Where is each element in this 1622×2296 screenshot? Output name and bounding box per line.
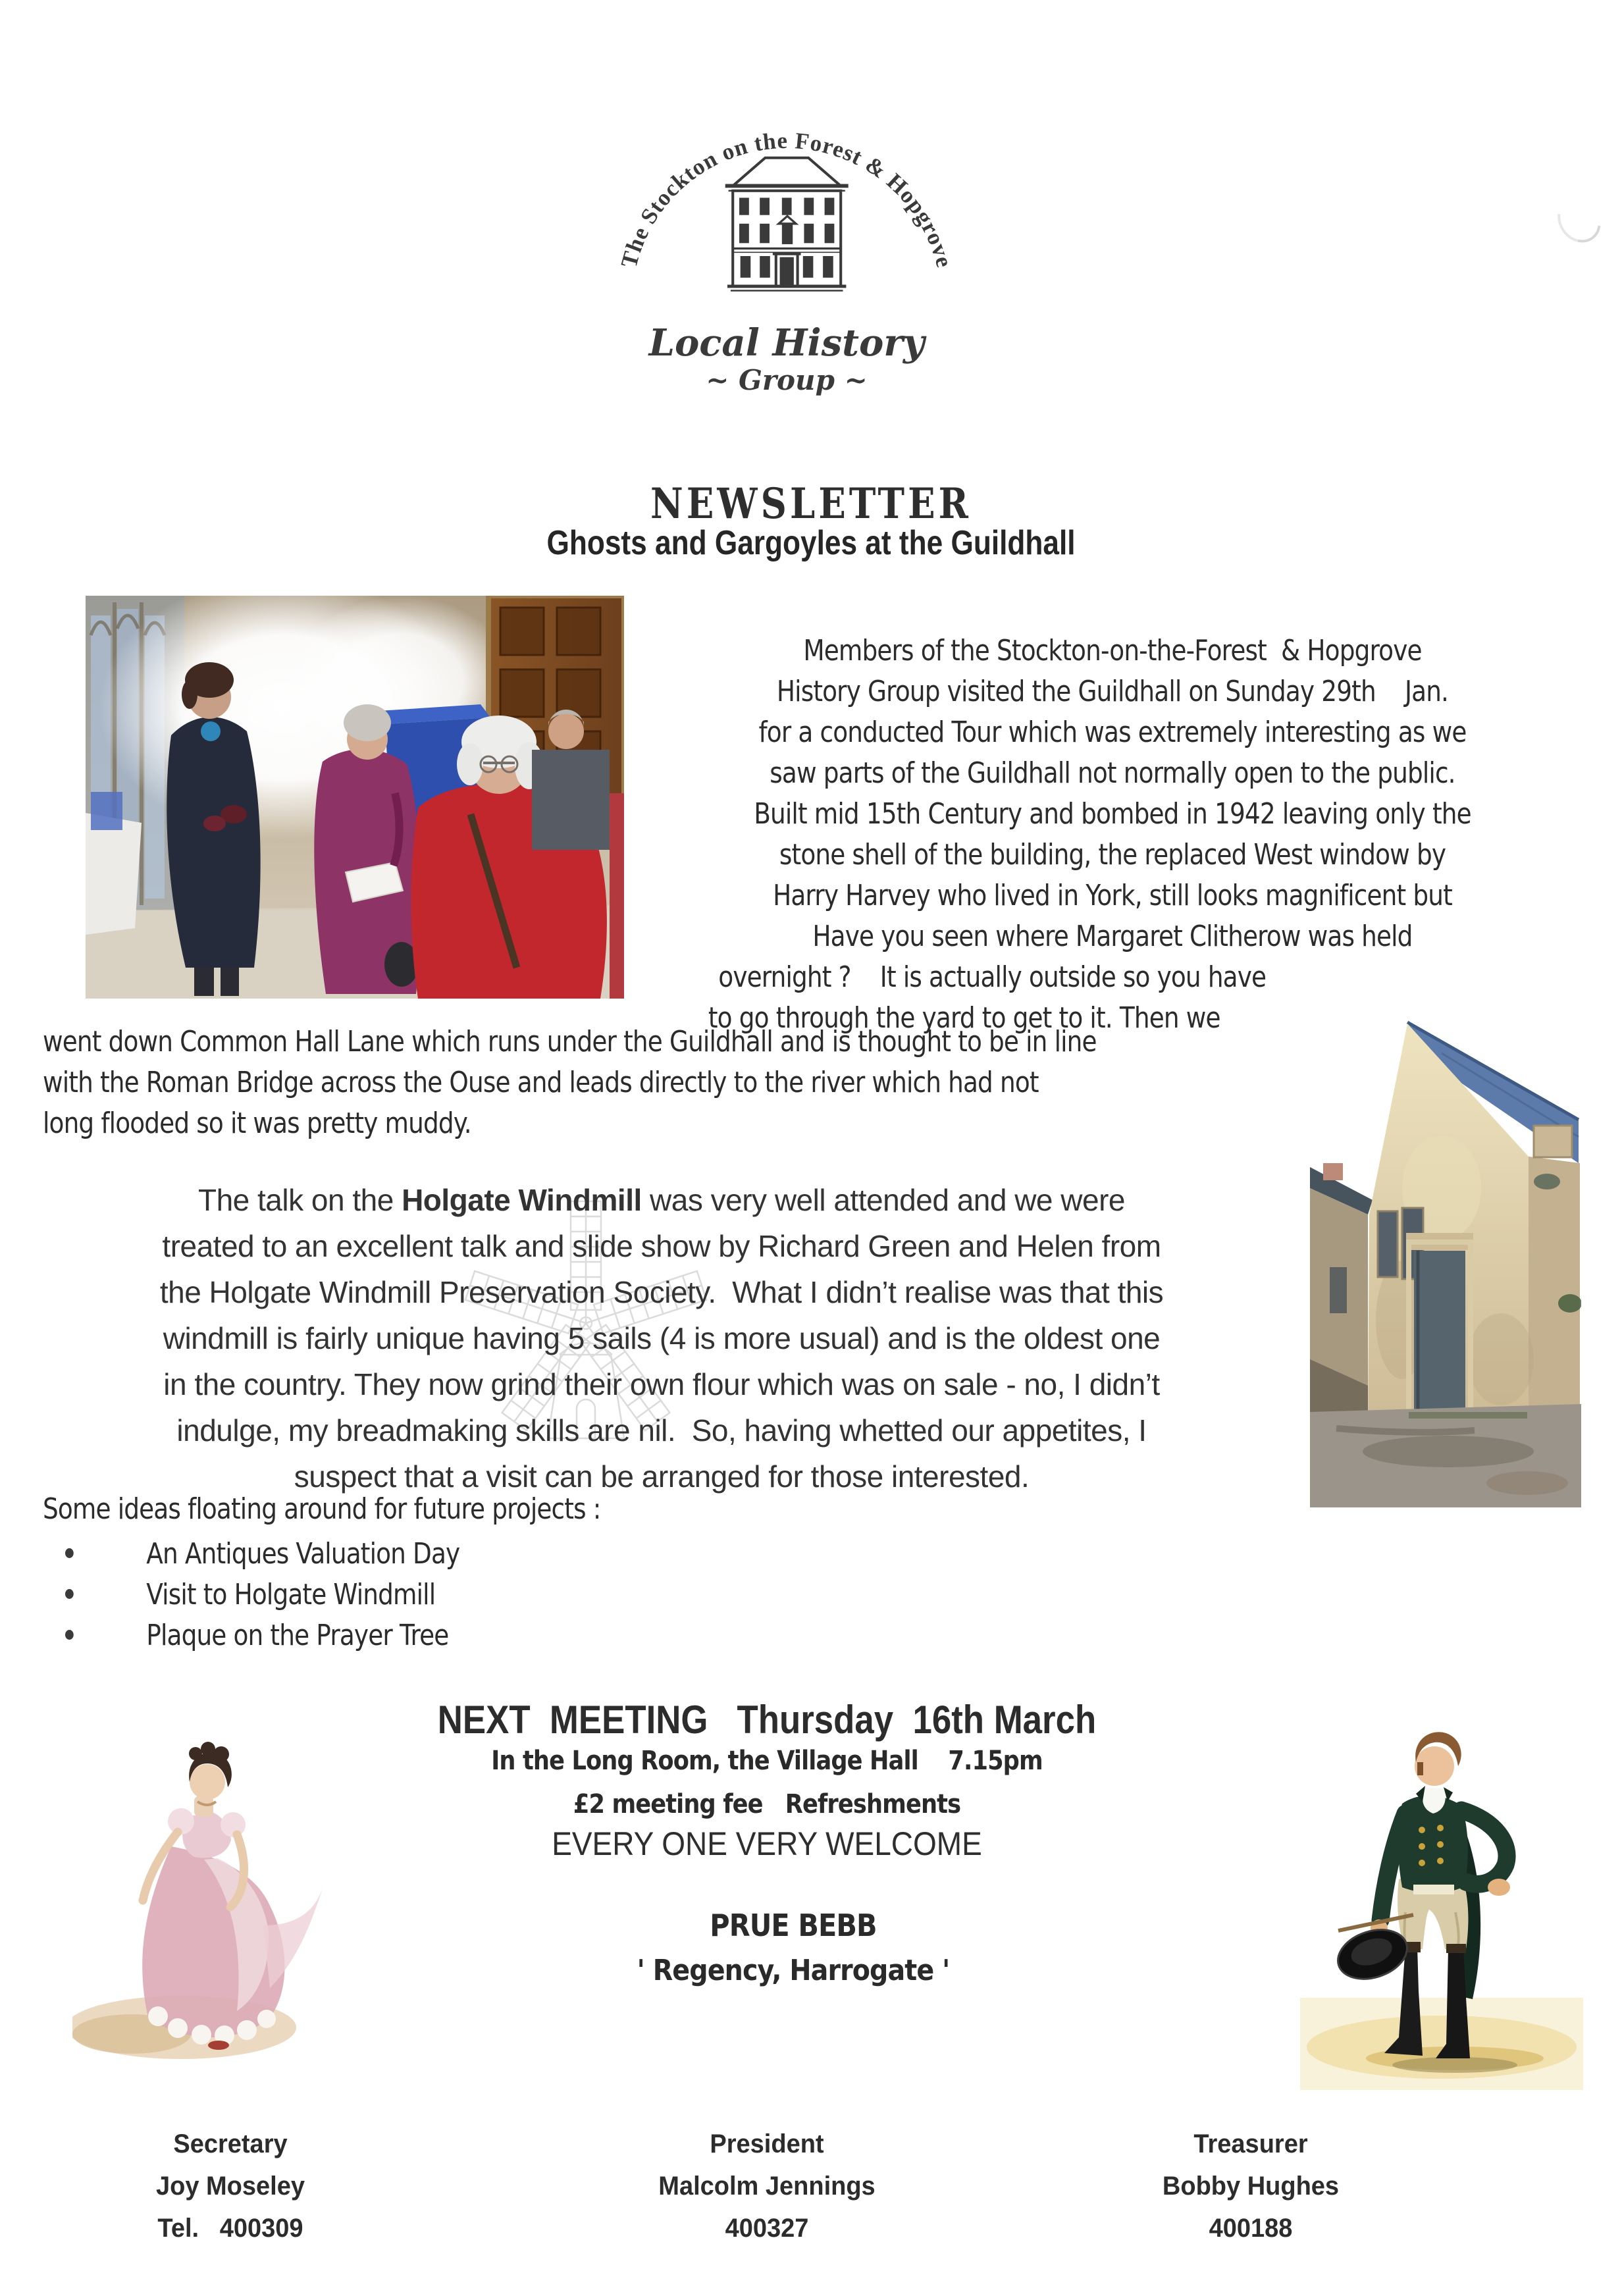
list-item-label: An Antiques Valuation Day <box>146 1537 460 1571</box>
list-item <box>43 1534 459 1575</box>
article-paragraph-2 <box>20 1177 1303 1500</box>
officer-name: Malcolm Jennings <box>658 2172 876 2201</box>
paragraph-line: indulge, my breadmaking skills are nil. So, having whetted our appetites, I <box>176 1413 1147 1448</box>
paragraph-line: for a conducted Tour which was extremely interesting as we <box>758 716 1467 749</box>
list-item-label: Visit to Holgate Windmill <box>146 1578 436 1611</box>
paragraph-line: Have you seen where Margaret Clitherow was held <box>812 920 1413 953</box>
georgian-house-icon <box>725 158 849 291</box>
officer-role: Secretary <box>173 2129 288 2158</box>
paragraph-line: windmill is fairly unique having 5 sails (4 is more usual) and is the oldest one <box>163 1321 1161 1355</box>
paragraph-line: Built mid 15th Century and bombed in 1942 leaving only the <box>754 797 1471 831</box>
regency-gentleman-illustration <box>1300 1688 1583 2090</box>
logo-group-text: ~ Group ~ <box>706 364 868 396</box>
paragraph-line: History Group visited the Guildhall on Sunday 29th Jan. <box>776 675 1449 708</box>
history-group-logo <box>612 92 968 402</box>
stone-building-photo <box>1310 991 1581 1507</box>
paragraph-line: long flooded so it was pretty muddy. <box>43 1107 471 1140</box>
scan-smudge <box>1549 189 1609 251</box>
regency-lady-illustration <box>72 1708 336 2064</box>
officer-phone: Tel. 400309 <box>157 2214 303 2243</box>
paragraph-line: suspect that a visit can be arranged for those interested. <box>294 1459 1030 1494</box>
paragraph-line: Harry Harvey who lived in York, still looks magnificent but <box>773 879 1452 912</box>
paragraph-line: in the country. They now grind their own flour which was on sale - no, I didn’t <box>163 1367 1160 1401</box>
paragraph-line: with the Roman Bridge across the Ouse and leads directly to the river which had not <box>43 1066 1039 1099</box>
logo-arc-text: The Stockton on the Forest & Hopgrove <box>615 127 958 271</box>
logo-script-text: Local History <box>648 321 925 365</box>
paragraph-line: overnight ? It is actually outside so you have <box>718 960 1267 994</box>
text-segment: was very well attended and we were <box>641 1183 1126 1217</box>
bullet-icon <box>65 1548 74 1558</box>
paragraph-line: to go through the yard to get to it. Then we <box>708 1001 1220 1035</box>
officer-name: Bobby Hughes <box>1162 2172 1340 2201</box>
officer-phone: 400188 <box>1209 2214 1293 2243</box>
ideas-list <box>43 1534 459 1656</box>
officer-president <box>611 2123 924 2249</box>
officer-treasurer <box>1095 2123 1407 2249</box>
meeting-fee: £2 meeting fee Refreshments <box>573 1789 961 1819</box>
paragraph-line: the Holgate Windmill Preservation Society. What I didn’t realise was that this <box>159 1275 1164 1309</box>
officer-role: Treasurer <box>1193 2129 1308 2158</box>
officer-name: Joy Moseley <box>155 2172 305 2201</box>
guildhall-visit-photo <box>86 596 624 999</box>
meeting-welcome: EVERY ONE VERY WELCOME <box>552 1825 982 1862</box>
paragraph-line: went down Common Hall Lane which runs under the Guildhall and is thought to be in line <box>43 1025 1097 1058</box>
paragraph-line: stone shell of the building, the replaced West window by <box>779 838 1446 872</box>
officer-phone: 400327 <box>725 2214 809 2243</box>
article-paragraph-1 <box>708 631 1510 1039</box>
bullet-icon <box>65 1589 74 1599</box>
officer-secretary <box>74 2123 387 2249</box>
text-segment: The talk on the <box>197 1183 402 1217</box>
paragraph-line <box>20 1177 1303 1223</box>
article-headline: Ghosts and Gargoyles at the Guildhall <box>546 524 1076 562</box>
officer-role: President <box>710 2129 824 2158</box>
masthead-title: NEWSLETTER <box>650 479 972 529</box>
speaker-topic: ' Regency, Harrogate ' <box>637 1954 950 1987</box>
list-item <box>43 1615 459 1656</box>
list-item-label: Plaque on the Prayer Tree <box>146 1619 449 1652</box>
bullet-icon <box>65 1630 74 1640</box>
paragraph-line: treated to an excellent talk and slide show by Richard Green and Helen from <box>162 1229 1161 1263</box>
list-item <box>43 1575 459 1615</box>
meeting-heading: NEXT MEETING Thursday 16th March <box>437 1698 1097 1742</box>
holgate-windmill-bold: Holgate Windmill <box>402 1183 642 1217</box>
article-paragraph-1-continued <box>43 1022 1106 1144</box>
speaker-name: PRUE BEBB <box>710 1908 877 1943</box>
paragraph-line: saw parts of the Guildhall not normally open to the public. <box>770 756 1455 790</box>
ideas-heading: Some ideas floating around for future projects : <box>43 1492 601 1526</box>
paragraph-line: Members of the Stockton-on-the-Forest & Hopgrove <box>803 634 1422 667</box>
meeting-location: In the Long Room, the Village Hall 7.15pm <box>491 1746 1043 1776</box>
